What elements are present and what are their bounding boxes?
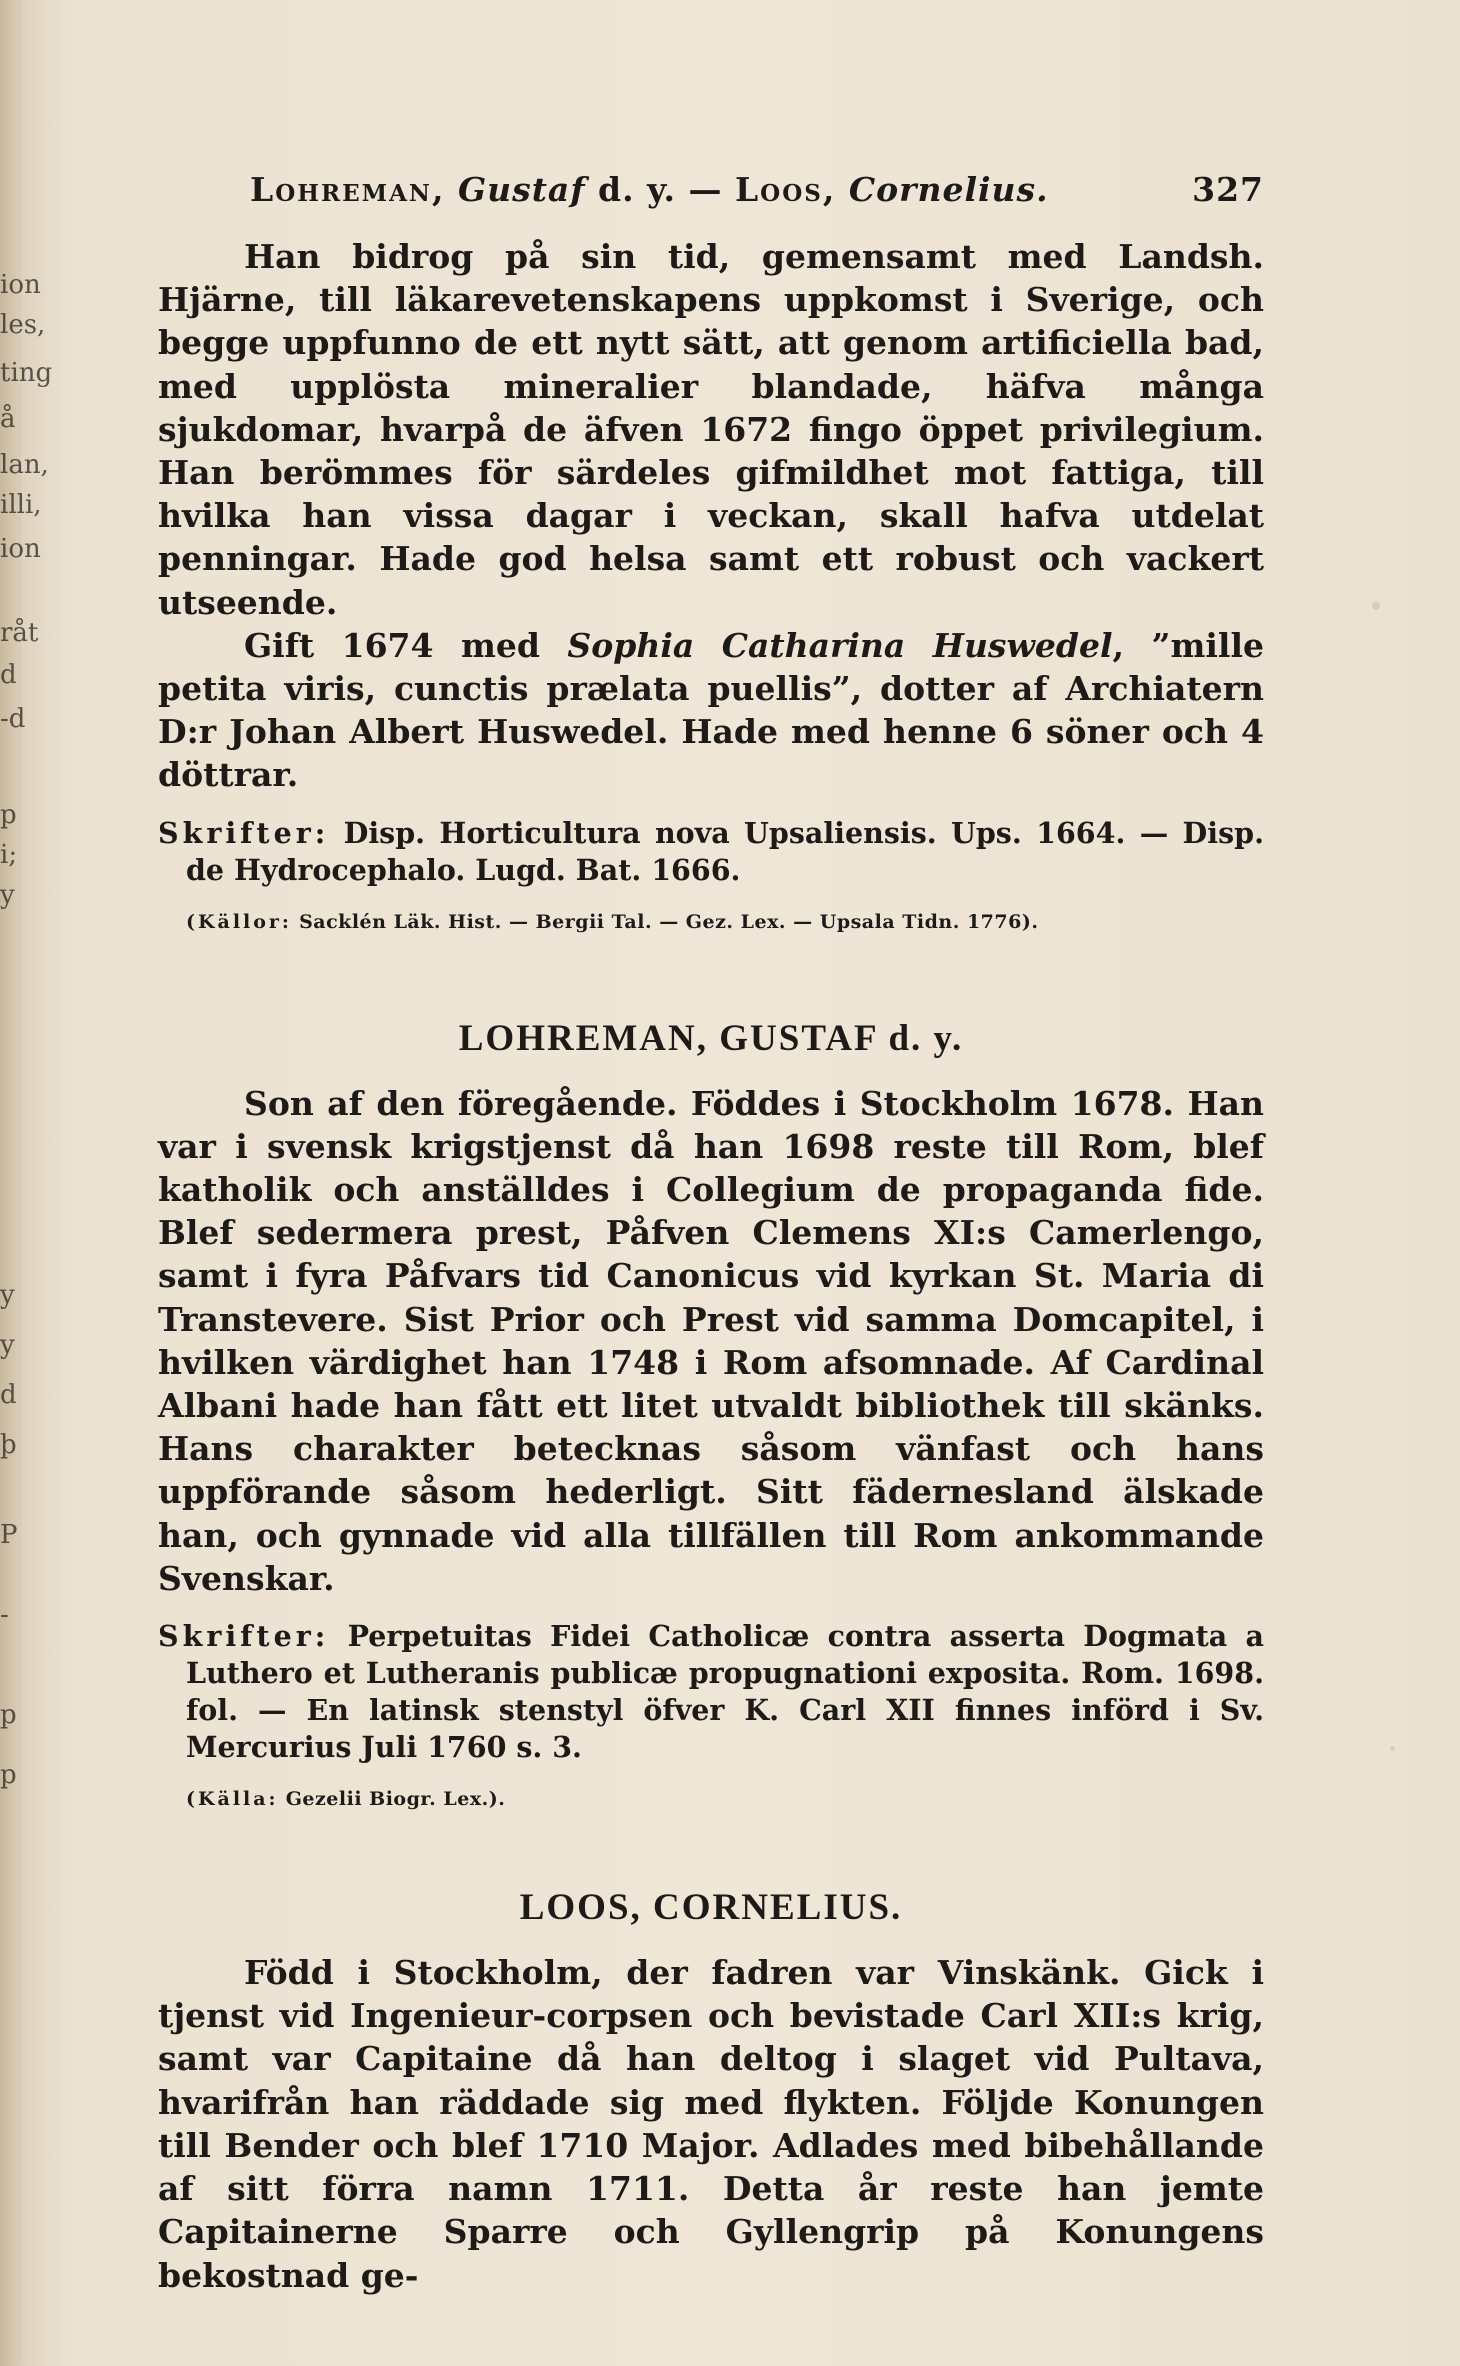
text-column bbox=[158, 170, 1264, 2297]
writings-list bbox=[158, 815, 1264, 889]
marriage-text: Gift 1674 med bbox=[244, 625, 568, 665]
margin-fragment: p bbox=[0, 1760, 17, 1790]
margin-fragment: lan, bbox=[0, 450, 49, 480]
writings-label: Skrifter: bbox=[158, 1619, 330, 1654]
running-head-left-name: Lohreman, bbox=[250, 170, 446, 209]
margin-fragment: p bbox=[0, 800, 17, 830]
entry-lohreman bbox=[158, 1017, 1264, 1810]
margin-fragment: y bbox=[0, 1330, 15, 1360]
paper-spot bbox=[1372, 602, 1380, 610]
entry-heading: LOOS, CORNELIUS. bbox=[519, 1887, 903, 1929]
margin-fragment: þ bbox=[0, 1430, 17, 1460]
page-number: 327 bbox=[1192, 170, 1264, 209]
margin-fragment: ion bbox=[0, 534, 41, 564]
margin-fragment: y bbox=[0, 880, 15, 910]
margin-fragment: -d bbox=[0, 704, 26, 734]
sources-label: (Källa: bbox=[186, 1788, 279, 1811]
sources-line bbox=[186, 911, 1264, 933]
margin-fragment: y bbox=[0, 1280, 15, 1310]
entry-continued bbox=[158, 235, 1264, 933]
paper-spot bbox=[1390, 1746, 1395, 1751]
spouse-name: Sophia Catharina Huswedel bbox=[567, 625, 1113, 665]
entry-paragraph: Son af den föregående. Föddes i Stockholm 1678. Han var i svensk krigstjenst då han 1698 reste till Rom, blef katholik och anställdes i Collegium de propaganda fide. Blef sedermera prest, Påfven Clemens XI:s Camerlengo, samt i fyra Påfvars tid Canonicus vid kyrkan St. Maria di Transtevere. Sist Prior och Prest vid samma Domcapitel, i hvilken värdighet han 1748 i Rom afsomnade. Af Cardinal Albani hade han fått ett litet utvaldt bibliothek till skänks. Hans charakter betecknas såsom vänfast och hans uppförande såsom hederligt. Sitt fädernesland älskade han, och gynnade vid alla tillfällen till Rom ankommande Svenskar. bbox=[158, 1083, 1264, 1598]
entry-paragraph-marriage bbox=[158, 624, 1264, 797]
margin-fragment: illi, bbox=[0, 490, 42, 520]
sources-text: Sacklén Läk. Hist. — Bergii Tal. — Gez. Lex. — Upsala Tidn. 1776). bbox=[291, 910, 1039, 933]
margin-fragment: råt bbox=[0, 618, 39, 648]
writings-text: Perpetuitas Fidei Catholicæ contra asserta Dogmata a Luthero et Lutheranis publicæ propugnationi exposita. Rom. 1698. fol. — En latinsk stenstyl öfver K. Carl XII finnes införd i Sv. Mercurius Juli 1760 s. 3. bbox=[186, 1619, 1264, 1765]
running-head-right-name: Loos, bbox=[734, 170, 837, 209]
running-head bbox=[158, 170, 1264, 209]
margin-fragment: d bbox=[0, 660, 17, 690]
margin-fragment: ion bbox=[0, 270, 41, 300]
marriage-text-rest: , ”mille petita viris, cunctis prælata puellis”, dotter af Archiatern D:r Johan Albert Huswedel. Hade med henne 6 söner och 4 döttrar. bbox=[158, 625, 1264, 795]
margin-fragment: d bbox=[0, 1380, 17, 1410]
margin-fragment: p bbox=[0, 1700, 17, 1730]
running-head-left-given: Gustaf bbox=[457, 170, 586, 209]
running-head-dash: — bbox=[688, 170, 723, 209]
margin-fragment: P bbox=[0, 1520, 18, 1550]
sources-line bbox=[186, 1788, 1264, 1810]
margin-fragment: i; bbox=[0, 840, 18, 870]
running-head-left-suffix: d. y. bbox=[598, 170, 676, 209]
binding-gutter bbox=[0, 0, 22, 2366]
margin-fragment: å bbox=[0, 404, 16, 434]
sources-label: (Källor: bbox=[186, 910, 292, 933]
writings-list bbox=[158, 1618, 1264, 1766]
sources-text: Gezelii Biogr. Lex.). bbox=[278, 1788, 506, 1811]
margin-fragment: - bbox=[0, 1600, 9, 1630]
margin-fragment: les, bbox=[0, 310, 46, 340]
entry-paragraph: Han bidrog på sin tid, gemensamt med Landsh. Hjärne, till läkarevetenskapens uppkomst i Sverige, och begge uppfunno de ett nytt sätt, att genom artificiella bad, med upplösta mineralier blandade, häfva många sjukdomar, hvarpå de äfven 1672 fingo öppet privilegium. Han berömmes för särdeles gifmildhet mot fattiga, till hvilka han vissa dagar i veckan, skall hafva utdelat penningar. Hade god helsa samt ett robust och vackert utseende. bbox=[158, 237, 1264, 622]
entry-loos bbox=[158, 1886, 1264, 2297]
running-head-left bbox=[250, 170, 1049, 209]
writings-text: Disp. Horticultura nova Upsaliensis. Ups. 1664. — Disp. de Hydrocephalo. Lugd. Bat. 1666. bbox=[186, 815, 1264, 887]
writings-label: Skrifter: bbox=[158, 815, 330, 850]
entry-heading: LOHREMAN, GUSTAF d. y. bbox=[458, 1017, 964, 1059]
entry-paragraph: Född i Stockholm, der fadren var Vinskänk. Gick i tjenst vid Ingenieur-corpsen och bevistade Carl XII:s krig, samt var Capitaine då han deltog i slaget vid Pultava, hvarifrån han räddade sig med flykten. Följde Konungen till Bender och blef 1710 Major. Adlades med bibehållande af sitt förra namn 1711. Detta år reste han jemte Capitainerne Sparre och Gyllengrip på Konungens bekostnad ge- bbox=[158, 1953, 1264, 2295]
running-head-right-given: Cornelius. bbox=[848, 170, 1049, 209]
margin-fragment: ting bbox=[0, 358, 53, 388]
